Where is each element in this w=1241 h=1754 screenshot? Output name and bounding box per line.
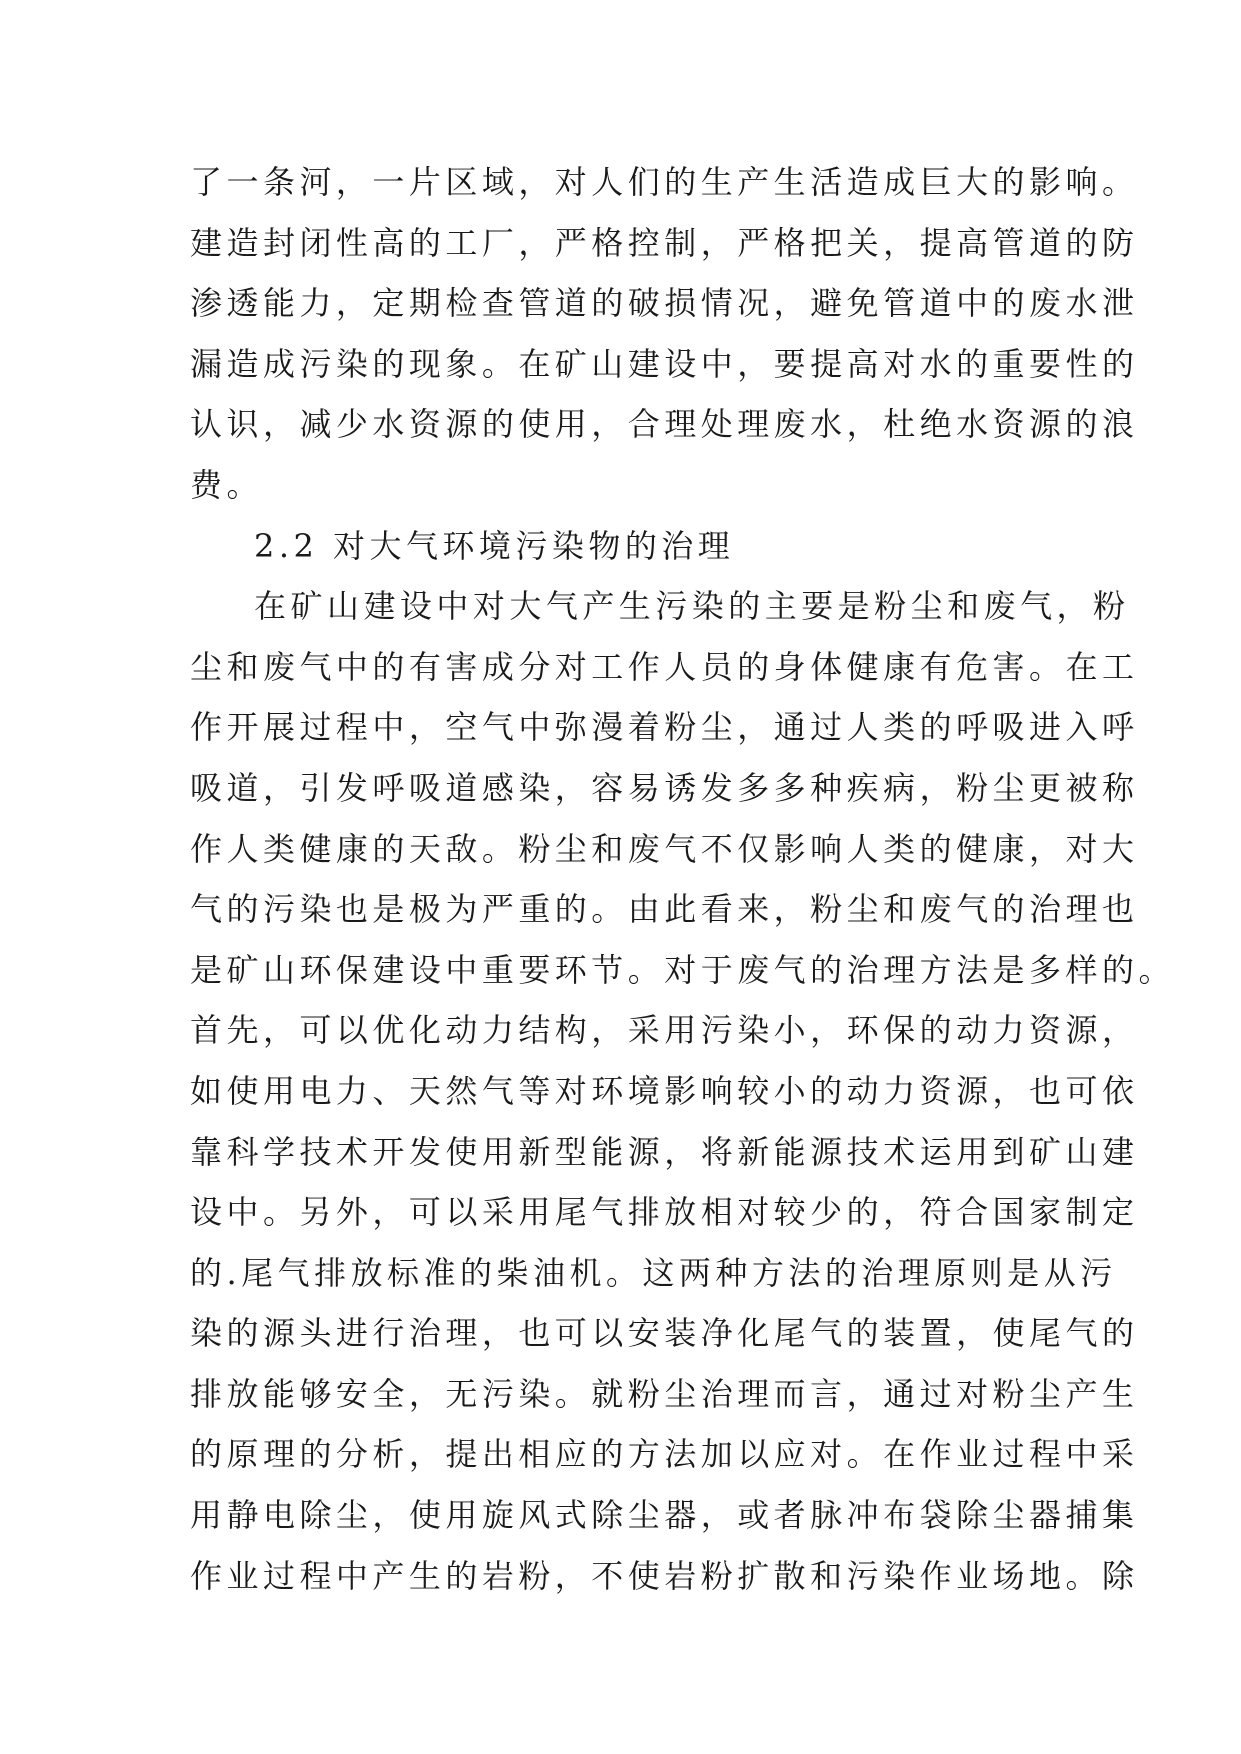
paragraph-line: 尘和废气中的有害成分对工作人员的身体健康有危害。在工	[190, 647, 1139, 686]
paragraph-line: 作人类健康的天敌。粉尘和废气不仅影响人类的健康，对大	[190, 829, 1139, 868]
paragraph-line: 渗透能力，定期检查管道的破损情况，避免管道中的废水泄	[190, 284, 1139, 323]
paragraph-line: 的原理的分析，提出相应的方法加以应对。在作业过程中采	[190, 1435, 1139, 1474]
paragraph-line: 是矿山环保建设中重要环节。对于废气的治理方法是多样的。	[190, 950, 1175, 989]
paragraph-line: 用静电除尘，使用旋风式除尘器，或者脉冲布袋除尘器捕集	[190, 1496, 1139, 1535]
paragraph-line: 染的源头进行治理，也可以安装净化尾气的装置，使尾气的	[190, 1314, 1139, 1353]
section-heading: 2.2 对大气环境污染物的治理	[254, 526, 735, 565]
paragraph-line: 排放能够安全，无污染。就粉尘治理而言，通过对粉尘产生	[190, 1374, 1139, 1413]
paragraph-line: 作开展过程中，空气中弥漫着粉尘，通过人类的呼吸进入呼	[190, 708, 1139, 747]
paragraph-line: 费。	[190, 465, 263, 504]
paragraph-line: 漏造成污染的现象。在矿山建设中，要提高对水的重要性的	[190, 344, 1139, 383]
paragraph-line: 了一条河，一片区域，对人们的生产生活造成巨大的影响。	[190, 163, 1139, 201]
paragraph-line: 如使用电力、天然气等对环境影响较小的动力资源，也可依	[190, 1071, 1139, 1110]
paragraph-line: 作业过程中产生的岩粉，不使岩粉扩散和污染作业场地。除	[190, 1556, 1139, 1595]
paragraph-line: 首先，可以优化动力结构，采用污染小，环保的动力资源，	[190, 1011, 1139, 1050]
paragraph-line: 认识，减少水资源的使用，合理处理废水，杜绝水资源的浪	[190, 405, 1139, 444]
body-text	[190, 152, 1175, 1606]
paragraph-line: 建造封闭性高的工厂，严格控制，严格把关，提高管道的防	[190, 223, 1139, 262]
paragraph-line: 吸道，引发呼吸道感染，容易诱发多多种疾病，粉尘更被称	[190, 768, 1139, 807]
paragraph-line: 在矿山建设中对大气产生污染的主要是粉尘和废气，粉	[254, 587, 1130, 626]
paragraph-line: 气的污染也是极为严重的。由此看来，粉尘和废气的治理也	[190, 890, 1139, 929]
paragraph-line: 设中。另外，可以采用尾气排放相对较少的，符合国家制定	[190, 1193, 1139, 1232]
paragraph-line: 靠科学技术开发使用新型能源，将新能源技术运用到矿山建	[190, 1132, 1139, 1171]
paragraph-line: 的.尾气排放标准的柴油机。这两种方法的治理原则是从污	[190, 1253, 1117, 1292]
